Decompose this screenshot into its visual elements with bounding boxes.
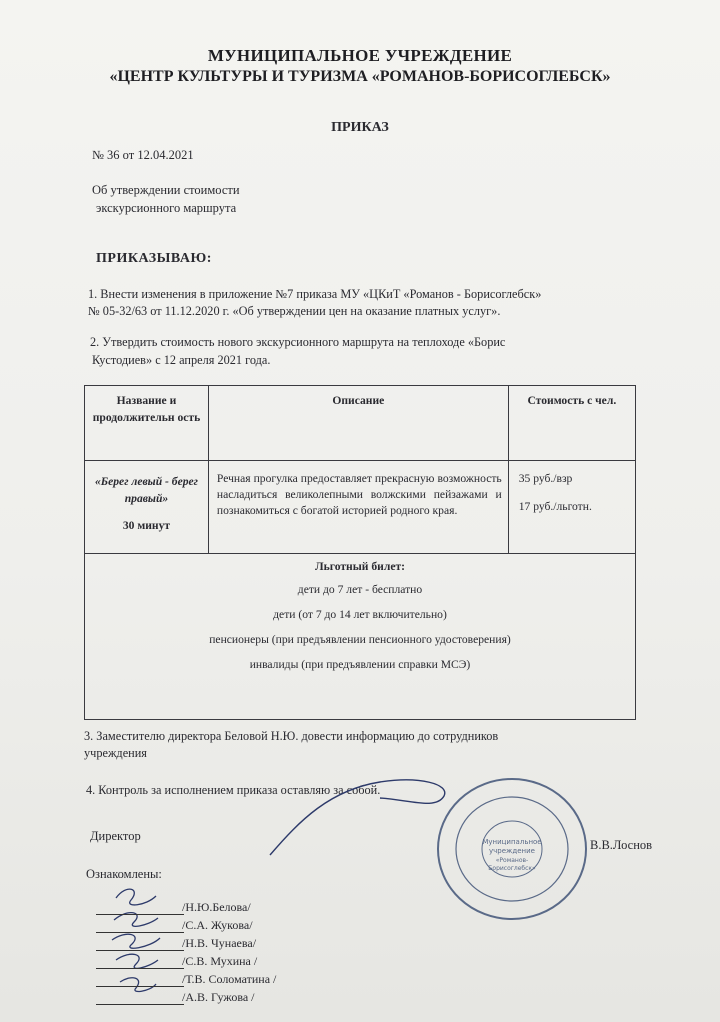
order-subject-line2: экскурсионного маршрута (96, 201, 237, 215)
staff-signature-row (96, 918, 396, 936)
staff-name: /Н.Ю.Белова/ (182, 900, 251, 914)
price-discount: 17 руб./льготн. (518, 500, 592, 513)
paragraph-4: 4. Контроль за исполнением приказа оставляю за собой. (86, 783, 381, 797)
svg-text:учреждение: учреждение (489, 847, 535, 855)
paragraph-2-line2: Кустодиев» с 12 апреля 2021 года. (92, 353, 271, 367)
svg-text:Муниципальное: Муниципальное (482, 838, 542, 846)
benefit-line: дети (от 7 до 14 лет включительно) (273, 608, 447, 621)
staff-signature-row (96, 936, 396, 954)
benefit-cell (85, 554, 636, 720)
staff-signature-row (96, 990, 396, 1008)
staff-name: /С.В. Мухина / (182, 954, 258, 968)
price-adult: 35 руб./взр (518, 472, 573, 485)
paragraph-1-line2: № 05-32/63 от 11.12.2020 г. «Об утверждении цен на оказание платных услуг». (88, 304, 501, 318)
table-header-row (85, 386, 636, 461)
route-description: Речная прогулка предоставляет прекрасную возможность насладиться великолепными волжскими пейзажами и познакомиться с богатой историей родного края. (208, 461, 508, 554)
paragraph-2-line1: 2. Утвердить стоимость нового экскурсионного маршрута на теплоходе «Борис (90, 335, 506, 349)
benefit-line: дети до 7 лет - бесплатно (297, 583, 423, 596)
benefit-line: инвалиды (при предъявлении справки МСЭ) (249, 658, 471, 671)
route-duration: 30 минут (122, 519, 171, 532)
benefit-line: пенсионеры (при предъявлении пенсионного удостоверения) (209, 633, 511, 646)
organization-stamp (432, 774, 592, 924)
staff-name: /С.А. Жукова/ (182, 918, 253, 932)
acknowledged-label: Ознакомлены: (86, 867, 162, 881)
staff-name: /Т.В. Соломатина / (182, 972, 277, 986)
director-label: Директор (90, 829, 141, 843)
price-cell (508, 461, 635, 554)
staff-signature-row (96, 954, 396, 972)
director-signature (260, 760, 460, 870)
svg-text:«Романов-: «Романов- (495, 857, 529, 864)
price-table (84, 385, 636, 720)
route-cell (85, 461, 209, 554)
organization-title-line1: МУНИЦИПАЛЬНОЕ УЧРЕЖДЕНИЕ (207, 46, 513, 65)
table-row-benefits (85, 554, 636, 720)
svg-text:Борисоглебск»: Борисоглебск» (488, 865, 536, 872)
staff-signature-row (96, 900, 396, 918)
staff-signature-row (96, 972, 396, 990)
order-heading: ПРИКАЗЫВАЮ: (96, 251, 212, 266)
paragraph-3-line1: 3. Заместителю директора Беловой Н.Ю. довести информацию до сотрудников (84, 729, 499, 743)
staff-name: /Н.В. Чунаева/ (182, 936, 257, 950)
paragraph-1-line1: 1. Внести изменения в приложение №7 приказа МУ «ЦКиТ «Романов - Борисоглебск» (88, 287, 542, 301)
benefit-title: Льготный билет: (314, 560, 406, 573)
paragraph-3-line2: учреждения (84, 746, 147, 760)
route-name: «Берег левый - берег правый» (94, 475, 198, 505)
order-subject-line1: Об утверждении стоимости (92, 183, 240, 197)
table-header-price: Стоимость с чел. (508, 386, 635, 461)
table-header-description: Описание (208, 386, 508, 461)
director-name: В.В.Лоснов (590, 838, 653, 852)
order-number: № 36 от 12.04.2021 (92, 148, 194, 162)
document-type: ПРИКАЗ (331, 120, 389, 135)
organization-title-line2: «ЦЕНТР КУЛЬТУРЫ И ТУРИЗМА «РОМАНОВ-БОРИСОГЛЕБСК» (109, 68, 611, 85)
table-row (85, 461, 636, 554)
table-header-name: Название и продолжительн ость (85, 386, 209, 461)
staff-name: /А.В. Гужова / (182, 990, 255, 1004)
